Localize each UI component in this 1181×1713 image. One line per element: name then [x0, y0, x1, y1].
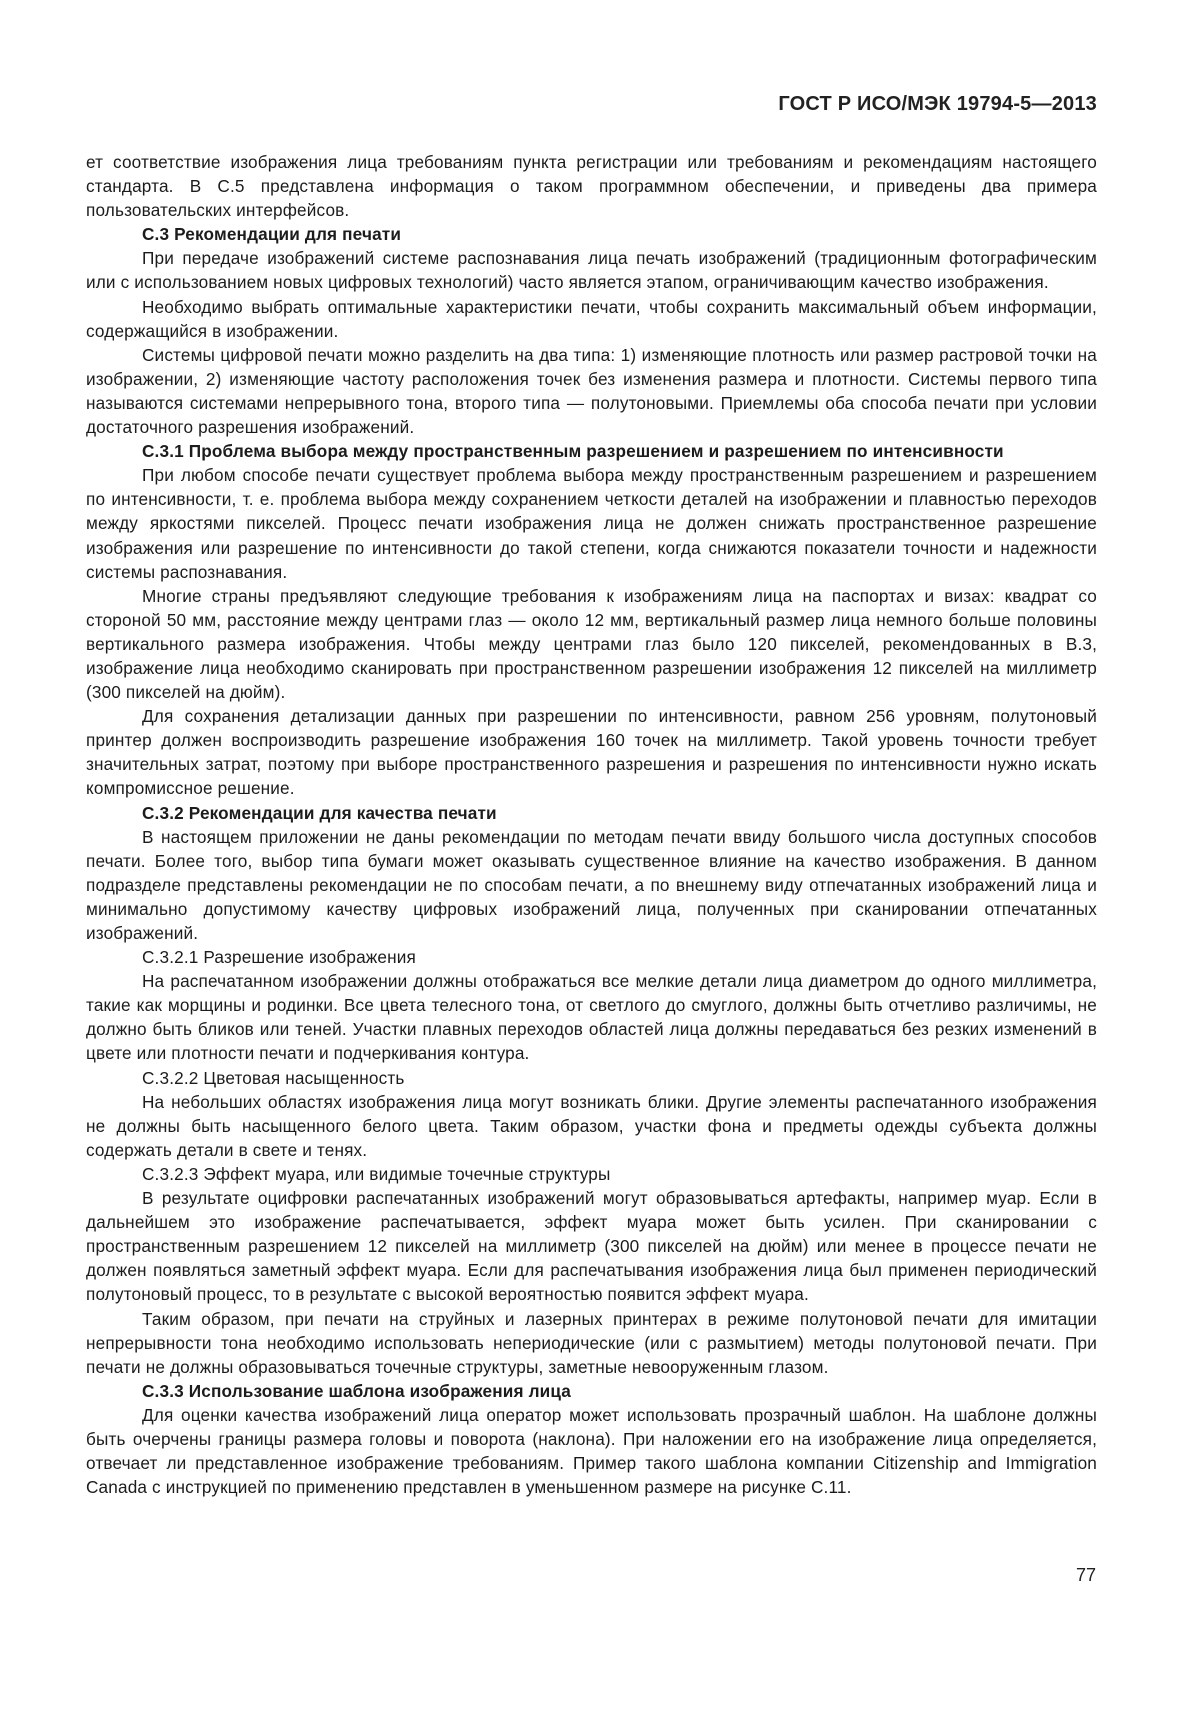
document-body	[86, 150, 1097, 1499]
paragraph-c3-1-3: Для сохранения детализации данных при разрешении по интенсивности, равном 256 уровням, полутоновый принтер должен воспроизводить разрешение изображения 160 точек на миллиметр. Такой уровень точности требует значительных затрат, поэтому при выборе пространственного разрешения и разрешения по интенсивности нужно искать компромиссное решение.	[86, 706, 1097, 799]
subheading-c3-2-3: С.3.2.3 Эффект муара, или видимые точечные структуры	[142, 1163, 611, 1184]
subheading-c3-2-2: С.3.2.2 Цветовая насыщенность	[142, 1067, 405, 1088]
heading-c3: С.3 Рекомендации для печати	[142, 224, 402, 245]
heading-c3-1: С.3.1 Проблема выбора между пространственным разрешением и разрешением по интенсивности	[142, 441, 1004, 462]
paragraph-continuation: ет соответствие изображения лица требованиям пункта регистрации или требованиям и рекомендациям настоящего стандарта. В С.5 представлена информация о таком программном обеспечении, и приведены два примера пользовательских интерфейсов.	[86, 152, 1097, 221]
paragraph-c3-2-2-text: На небольших областях изображения лица могут возникать блики. Другие элементы распечатанного изображения не должны быть насыщенного белого цвета. Таким образом, участки фона и предметы одежды субъекта должны содержать детали в свете и тенях.	[86, 1091, 1097, 1160]
paragraph-c3-2-1-text: На распечатанном изображении должны отображаться все мелкие детали лица диаметром до одного миллиметра, такие как морщины и родинки. Все цвета телесного тона, от светлого до смуглого, должны быть отчетливо различимы, не должно быть бликов или теней. Участки плавных переходов областей лица должны передаваться без резких изменений в цвете или плотности печати и подчеркивания контура.	[86, 971, 1097, 1064]
paragraph-c3-1-2: Многие страны предъявляют следующие требования к изображениям лица на паспортах и визах: квадрат со стороной 50 мм, расстояние между центрами глаз — около 12 мм, вертикальный размер лица немного больше половины вертикального размера изображения. Чтобы между центрами глаз было 120 пикселей, рекомендованных в В.3, изображение лица необходимо сканировать при пространственном разрешении изображения 12 пикселей на миллиметр (300 пикселей на дюйм).	[86, 585, 1097, 703]
heading-c3-3: С.3.3 Использование шаблона изображения лица	[142, 1380, 572, 1401]
subheading-c3-2-1: С.3.2.1 Разрешение изображения	[142, 947, 416, 968]
paragraph-c3-1: При передаче изображений системе распознавания лица печать изображений (традиционным фотографическим или с использованием новых цифровых технологий) часто является этапом, ограничивающим качество изображения.	[86, 248, 1097, 293]
paragraph-c3-3: Системы цифровой печати можно разделить на два типа: 1) изменяющие плотность или размер растровой точки на изображении, 2) изменяющие частоту расположения точек без изменения размера и плотности. Системы первого типа называются системами непрерывного тона, второго типа — полутоновыми. Приемлемы оба способа печати при условии достаточного разрешения изображений.	[86, 344, 1097, 438]
heading-c3-2: С.3.2 Рекомендации для качества печати	[142, 802, 497, 823]
paragraph-c3-2-3-2: Таким образом, при печати на струйных и лазерных принтерах в режиме полутоновой печати для имитации непрерывности тона необходимо использовать непериодические (или с размытием) методы полутоновой печати. При печати не должны образовываться точечные структуры, заметные невооруженным глазом.	[86, 1308, 1097, 1377]
paragraph-c3-2-3-1: В результате оцифровки распечатанных изображений могут образовываться артефакты, например муар. Если в дальнейшем это изображение распечатывается, эффект муара может быть усилен. При сканировании с пространственным разрешением 12 пикселей на миллиметр (300 пикселей на дюйм) или менее в процессе печати не должен появляться заметный эффект муара. Если для распечатывания изображения лица был применен периодический полутоновый процесс, то в результате с высокой вероятностью появится эффект муара.	[86, 1188, 1097, 1305]
paragraph-c3-3-text: Для оценки качества изображений лица оператор может использовать прозрачный шаблон. На шаблоне должны быть очерчены границы размера головы и поворота (наклона). При наложении его на изображение лица определяется, отвечает ли представленное изображение требованиям. Пример такого шаблона компании Citizenship and Immigration Canada с инструкцией по применению представлен в уменьшенном размере на рисунке С.11.	[86, 1404, 1097, 1498]
paragraph-c3-2-1: В настоящем приложении не даны рекомендации по методам печати ввиду большого числа доступных способов печати. Более того, выбор типа бумаги может оказывать существенное влияние на качество изображения. В данном подразделе представлены рекомендации не по способам печати, а по внешнему виду отпечатанных изображений лица и минимально допустимому качеству цифровых изображений лица, полученных при сканировании отпечатанных изображений.	[86, 826, 1097, 943]
paragraph-c3-2: Необходимо выбрать оптимальные характеристики печати, чтобы сохранить максимальный объем информации, содержащийся в изображении.	[86, 296, 1097, 341]
paragraph-c3-1-1: При любом способе печати существует проблема выбора между пространственным разрешением и разрешением по интенсивности, т. е. проблема выбора между сохранением четкости деталей на изображении и плавностью переходов между яркостями пикселей. Процесс печати изображения лица не должен снижать пространственное разрешение изображения или разрешение по интенсивности до такой степени, когда снижаются показатели точности и надежности системы распознавания.	[86, 465, 1097, 582]
standard-header: ГОСТ Р ИСО/МЭК 19794-5—2013	[778, 93, 1097, 115]
page-number: 77	[1075, 1565, 1096, 1585]
